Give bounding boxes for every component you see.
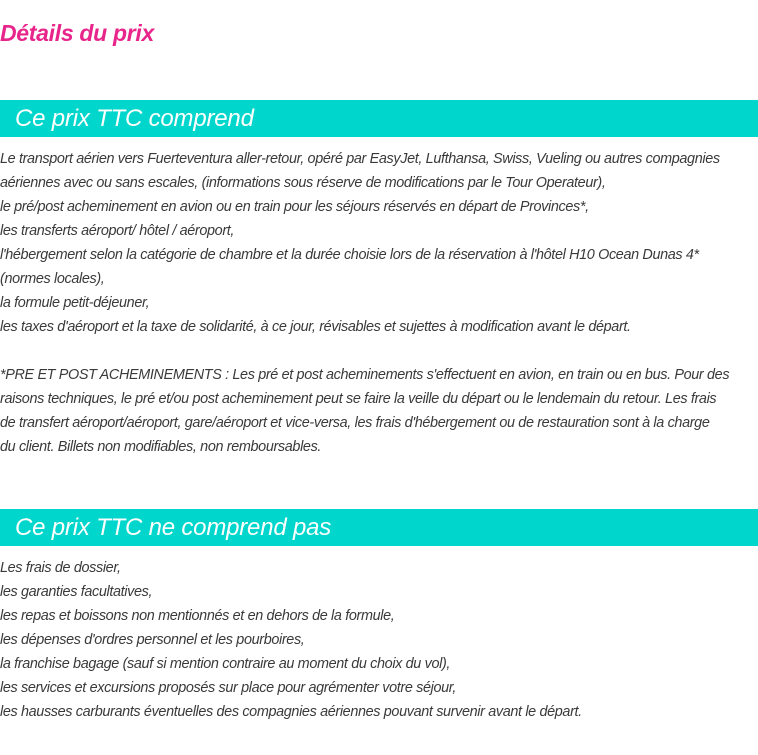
includes-section-header [0, 100, 758, 137]
excludes-section-header [0, 509, 758, 546]
includes-line: les transferts aéroport/ hôtel / aéroport, [0, 223, 235, 239]
includes-line: l'hébergement selon la catégorie de chambre et la durée choisie lors de la réservation à l'hôtel H10 Ocean Dunas 4* [0, 247, 699, 263]
note-line: du client. Billets non modifiables, non remboursables. [0, 439, 322, 455]
page-title: Détails du prix [0, 20, 154, 46]
note-line: de transfert aéroport/aéroport, gare/aéroport et vice-versa, les frais d'hébergement ou de restauration sont à la charge [0, 415, 710, 431]
includes-line: le pré/post acheminement en avion ou en train pour les séjours réservés en départ de Provinces*, [0, 199, 589, 215]
excludes-line: la franchise bagage (sauf si mention contraire au moment du choix du vol), [0, 656, 451, 672]
note-line: *PRE ET POST ACHEMINEMENTS : Les pré et post acheminements s'effectuent en avion, en train ou en bus. Pour des [0, 367, 730, 383]
includes-line: la formule petit-déjeuner, [0, 295, 150, 311]
excludes-heading: Ce prix TTC ne comprend pas [15, 514, 332, 541]
note-line: raisons techniques, le pré et/ou post acheminement peut se faire la veille du départ ou le lendemain du retour. Les frais [0, 391, 717, 407]
acheminement-note [0, 363, 752, 459]
excludes-line: Les frais de dossier, [0, 560, 121, 576]
includes-line: les taxes d'aéroport et la taxe de solidarité, à ce jour, révisables et sujettes à modification avant le départ. [0, 319, 631, 335]
excludes-line: les services et excursions proposés sur place pour agrémenter votre séjour, [0, 680, 457, 696]
excludes-line: les garanties facultatives, [0, 584, 153, 600]
includes-line: aériennes avec ou sans escales, (informations sous réserve de modifications par le Tour Operateur), [0, 175, 606, 191]
excludes-line: les dépenses d'ordres personnel et les pourboires, [0, 632, 305, 648]
excludes-line: les hausses carburants éventuelles des compagnies aériennes pouvant survenir avant le départ. [0, 704, 582, 720]
excludes-line: les repas et boissons non mentionnés et en dehors de la formule, [0, 608, 395, 624]
includes-list [0, 147, 752, 339]
includes-line: (normes locales), [0, 271, 105, 287]
includes-heading: Ce prix TTC comprend [15, 105, 254, 132]
excludes-list [0, 556, 752, 724]
includes-line: Le transport aérien vers Fuerteventura aller-retour, opéré par EasyJet, Lufthansa, Swiss, Vueling ou autres compagnies [0, 151, 720, 167]
